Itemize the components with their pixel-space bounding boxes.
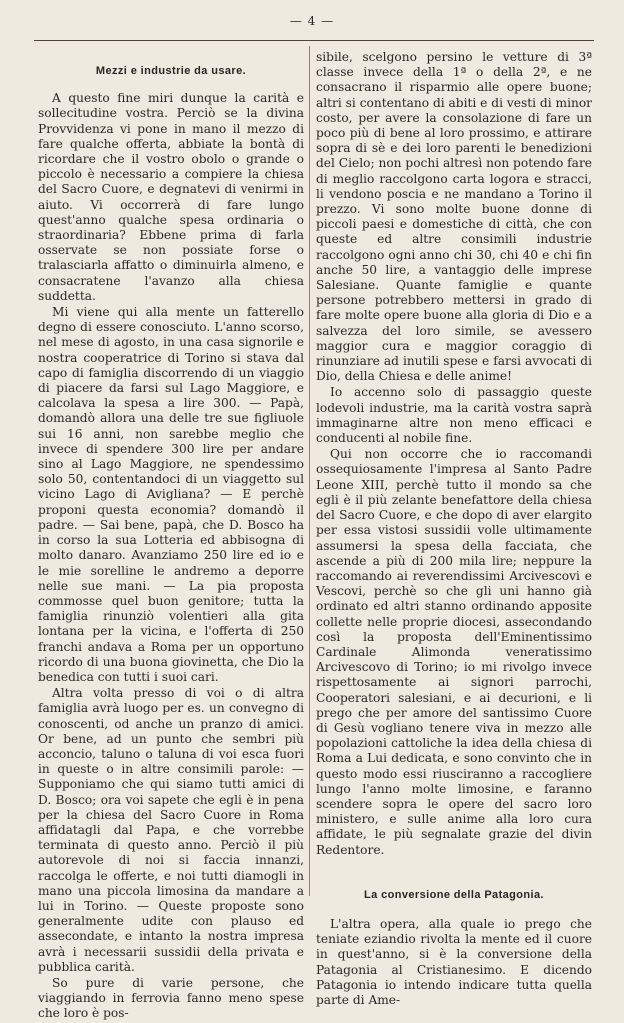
section-title-patagonia: La conversione della Patagonia.: [364, 888, 544, 901]
section-title-mezzi: Mezzi e industrie da usare.: [95, 65, 247, 77]
paragraph: Qui non occorre che io raccomandi ossequiosamente l'impresa al Santo Padre Leone XIII, perchè tutto il mondo sa che egli è il più zelante benefattore della chiesa del Sacro Cuore, e che dopo di aver elargito per essa vistosi sussidii volle ultimamente assumersi la spesa della facciata, che ascende a più di 200 mila lire; neppure la raccomando ai reverendissimi Arcivescovi e Vescovi, perchè so che gli uni hanno già ordinato ed altri stanno ordinando apposite collette nelle proprie diocesi, assecondando così la proposta dell'Eminentissimo Cardinale Alimonda veneratissimo Arcivescovo di Torino; io mi rivolgo invece rispettosamente ai signori parrochi, Cooperatori salesiani, e ai decurioni, e li prego che per amore del santissimo Cuore di Gesù vogliano tenere viva in mezzo alle popolazioni cattoliche la idea della chiesa di Roma a Lui dedicata, e sono convinto che in questo modo essi riusciranno a raccogliere lungo l'anno molte limosine, e faranno scendere sopra le opere del sacro loro ministero, e sulle anime alla loro cura affidate, le più segnalate grazie del divin Redentore.: [316, 447, 592, 857]
paragraph: sibile, scelgono persino le vetture di 3ª classe invece della 1ª o della 2ª, e ne consacrano il risparmio alle opere buone; altri si contentano di abiti e di vesti di minor costo, per avere la consolazione di fare un poco più di bene al loro prossimo, e attirare sopra di sè e dei loro parenti le benedizioni del Cielo; non pochi altresì non potendo fare di meglio raccolgono carta logora e stracci, li vendono poscia e ne mandano a Torino il prezzo. Vi sono molte buone donne di piccoli paesi e domestiche di città, che con queste ed altre consimili industrie raccolgono ogni anno chi 30, chi 40 e chi fin anche 50 lire, a vantaggio delle imprese Salesiane. Quante famiglie e quante persone potrebbero mettersi in grado di fare molte opere buone alla gloria di Dio e a salvezza del loro simile, se avessero maggior cura e maggior coraggio di rinunziare ad inutili spese e farsi avvocati di Dio, della Chiesa e delle anime!: [316, 50, 592, 384]
right-column: [316, 50, 592, 1009]
left-column: [38, 50, 304, 1023]
paragraph: Io accenno solo di passaggio queste lodevoli industrie, ma la carità vostra saprà immaginarne altre non meno efficaci e conducenti al nobile fine.: [316, 385, 592, 446]
paragraph: L'altra opera, alla quale io prego che teniate eziandio rivolta la mente ed il cuore in quest'anno, si è la conversione della Patagonia al Cristianesimo. E dicendo Patagonia io intendo indicare tutta quella parte di Ame-: [316, 916, 592, 1007]
column-divider: [309, 46, 310, 896]
paragraph: A questo fine miri dunque la carità e sollecitudine vostra. Perciò se la divina Provvidenza vi pone in mano il mezzo di fare qualche offerta, abbiate la bontà di ricordare che il vostro obolo o grande o piccolo è necessario a compiere la chiesa del Sacro Cuore, e degnatevi di venirmi in aiuto. Vi occorrerà di fare lungo quest'anno qualche spesa ordinaria o straordinaria? Ebbene prima di farla osservate se non possiate forse o tralasciarla affatto o diminuirla almeno, e consacratene l'avanzo alla chiesa suddetta.: [38, 91, 304, 303]
paragraph: So pure di varie persone, che viaggiando in ferrovia fanno meno spese che loro è pos-: [38, 975, 304, 1021]
header-rule: [34, 40, 594, 41]
paragraph: Mi viene qui alla mente un fatterello degno di essere conosciuto. L'anno scorso, nel mese di agosto, in una casa signorile e nostra cooperatrice di Torino si stava dal capo di famiglia discorrendo di un viaggio di piacere da farsi sul Lago Maggiore, e calcolava la spesa a lire 300. — Papà, domandò allora una delle tre sue figliuole sui 16 anni, non sarebbe meglio che invece di spendere 300 lire per andare sino al Lago Maggiore, ne spendessimo solo 50, contentandoci di un viaggetto sul vicino Lago di Avigliana? — E perchè proponi questa economia? domandò il padre. — Sai bene, papà, che D. Bosco ha in corso la sua Lotteria ed abbisogna di molto danaro. Avanziamo 250 lire ed io e le mie sorelline le andremo a deporre nelle sue mani. — La pia proposta commosse quel buon genitore; tutta la famiglia rinunziò volentieri alla gita lontana per la vicina, e l'offerta di 250 franchi andava a Roma per un opportuno ricordo di una buona giovinetta, che Dio la benedica con tutti i suoi cari.: [38, 305, 304, 684]
paragraph: Altra volta presso di voi o di altra famiglia avrà luogo per es. un convegno di conoscenti, od anche un pranzo di amici. Or bene, ad un punto che sembri più acconcio, taluno o taluna di voi esca fuori in queste o in altre consimili parole: — Supponiamo che qui siamo tutti amici di D. Bosco; ora voi sapete che egli è in pena per la chiesa del Sacro Cuore in Roma affidatagli dal Papa, e che vorrebbe terminata di questo anno. Perciò il più autorevole di noi si faccia innanzi, raccolga le offerte, e noi tutti diamogli in mano una piccola limosina da mandare a lui in Torino. — Queste proposte sono generalmente udite con plauso ed assecondate, e intanto la nostra impresa avrà i necessarii sussidii della privata e pubblica carità.: [38, 686, 304, 974]
page-number: — 4 —: [289, 14, 335, 28]
